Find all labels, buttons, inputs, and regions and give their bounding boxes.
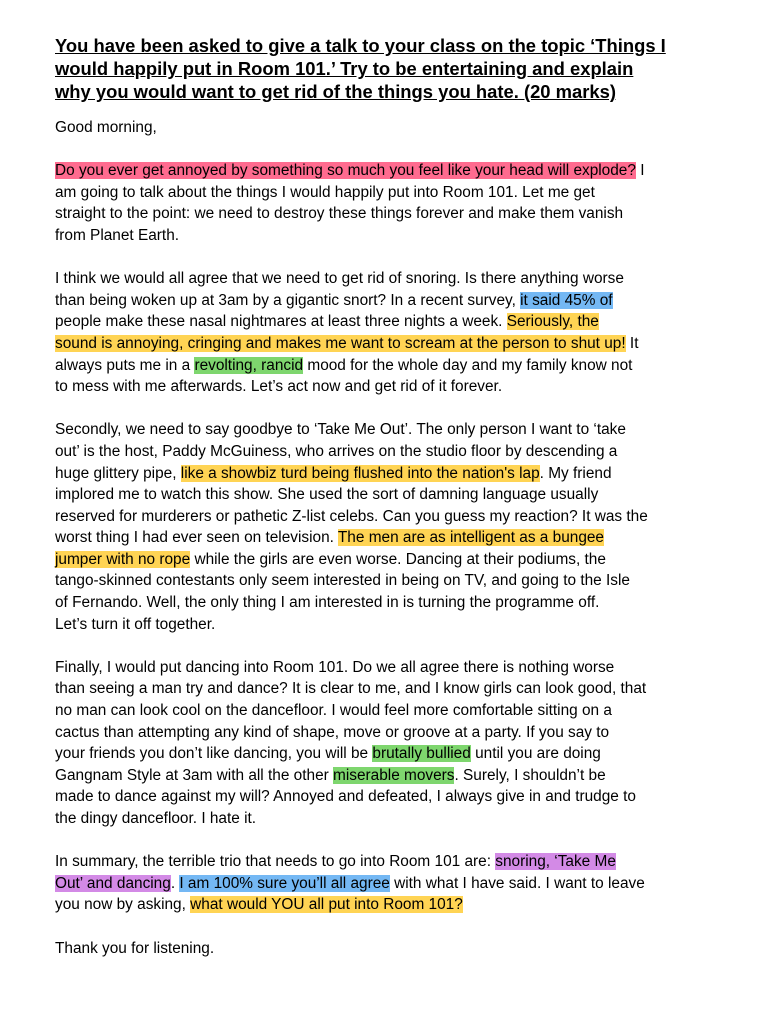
highlight-yellow: sound is annoying, cringing and makes me want to scream at the person to shut up! [55, 334, 626, 352]
text-run: until you are doing [470, 745, 601, 763]
text-run: mood for the whole day and my family know not [303, 356, 633, 374]
text-line [55, 355, 728, 377]
text-run: your friends you don’t like dancing, you will be [55, 745, 373, 763]
paragraph [55, 419, 728, 635]
text-run: while the girls are even worse. Dancing at their podiums, the [190, 550, 606, 568]
text-line [55, 117, 728, 139]
text-run: no man can look cool on the dancefloor. I would feel more comfortable sitting on a [55, 702, 612, 720]
highlight-yellow: jumper with no rope [55, 550, 191, 568]
text-run: tango-skinned contestants only seem interested in being on TV, and going to the Isle [55, 572, 630, 590]
title-line: why you would want to get rid of the things you hate. (20 marks) [55, 81, 616, 102]
text-run: . My friend [539, 464, 612, 482]
text-run: people make these nasal nightmares at least three nights a week. [55, 313, 507, 331]
text-run: Finally, I would put dancing into Room 101. Do we all agree there is nothing worse [55, 658, 615, 676]
text-line [55, 160, 728, 182]
text-run: to mess with me afterwards. Let’s act now and get rid of it forever. [55, 378, 503, 396]
paragraph [55, 657, 728, 830]
text-line [55, 203, 728, 225]
text-line [55, 873, 728, 895]
text-line [55, 657, 728, 679]
text-run: Good morning, [55, 119, 157, 136]
text-line [55, 311, 728, 333]
text-run: Secondly, we need to say goodbye to ‘Take Me Out’. The only person I want to ‘take [55, 421, 626, 439]
highlight-pink: Do you ever get annoyed by something so much you feel like your head will explode? [55, 162, 636, 180]
title-line: You have been asked to give a talk to your class on the topic ‘Things I [55, 35, 666, 56]
text-run: from Planet Earth. [55, 226, 180, 244]
text-line [55, 894, 728, 916]
paragraph [55, 117, 728, 139]
text-line [55, 722, 728, 744]
text-run: worst thing I had ever seen on television. [55, 529, 338, 547]
text-run: implored me to watch this show. She used the sort of damning language usually [55, 486, 599, 504]
text-line [55, 376, 728, 398]
text-line [55, 441, 728, 463]
text-line [55, 851, 728, 873]
highlight-yellow: Seriously, the [506, 313, 599, 331]
highlight-yellow: like a showbiz turd being flushed into the nation's lap [180, 464, 540, 482]
text-line [55, 614, 728, 636]
text-line [55, 225, 728, 247]
text-line [55, 463, 728, 485]
text-run: I think we would all agree that we need to get rid of snoring. Is there anything worse [55, 270, 624, 288]
highlight-purple: Out’ and dancing [55, 874, 171, 892]
speech-body [55, 117, 728, 959]
text-run: of Fernando. Well, the only thing I am interested in is turning the programme off. [55, 594, 600, 612]
highlight-green: brutally bullied [372, 745, 471, 763]
text-line [55, 419, 728, 441]
text-line [55, 333, 728, 355]
text-run: Let’s turn it off together. [55, 615, 216, 633]
paragraph [55, 938, 728, 960]
highlight-yellow: The men are as intelligent as a bungee [337, 529, 604, 547]
text-run: am going to talk about the things I would happily put into Room 101. Let me get [55, 183, 595, 201]
text-line [55, 484, 728, 506]
text-run: than being woken up at 3am by a gigantic snort? In a recent survey, [55, 291, 521, 309]
highlight-green: revolting, rancid [194, 356, 304, 374]
text-line [55, 743, 728, 765]
text-run: Gangnam Style at 3am with all the other [55, 766, 334, 784]
text-line [55, 678, 728, 700]
text-run: made to dance against my will? Annoyed and defeated, I always give in and trudge to [55, 788, 636, 806]
text-line [55, 570, 728, 592]
text-run: cactus than attempting any kind of shape, move or groove at a party. If you say to [55, 723, 610, 741]
text-run: huge glittery pipe, [55, 464, 181, 482]
highlight-purple: snoring, ‘Take Me [495, 853, 616, 871]
text-run: always puts me in a [55, 356, 195, 374]
text-run: with what I have said. I want to leave [389, 874, 645, 892]
text-run: you now by asking, [55, 896, 191, 914]
text-line [55, 268, 728, 290]
highlight-blue: it said 45% of [520, 291, 613, 309]
text-run: . Surely, I shouldn’t be [454, 766, 606, 784]
text-run: reserved for murderers or pathetic Z-list celebs. Can you guess my reaction? It was the [55, 507, 648, 525]
text-run: In summary, the terrible trio that needs to go into Room 101 are: [55, 853, 496, 871]
text-line [55, 549, 728, 571]
highlight-yellow: what would YOU all put into Room 101? [190, 896, 463, 914]
text-line [55, 182, 728, 204]
text-run: than seeing a man try and dance? It is clear to me, and I know girls can look good, that [55, 680, 647, 698]
text-line [55, 506, 728, 528]
text-line [55, 938, 728, 960]
text-run: out’ is the host, Paddy McGuiness, who arrives on the studio floor by descending a [55, 442, 618, 460]
paragraph [55, 851, 728, 916]
text-line [55, 786, 728, 808]
text-run: Thank you for listening. [55, 939, 215, 957]
text-line [55, 808, 728, 830]
text-run: the dingy dancefloor. I hate it. [55, 810, 257, 827]
highlight-blue: I am 100% sure you’ll all agree [179, 874, 390, 892]
text-run: I [635, 162, 645, 180]
highlight-green: miserable movers [333, 766, 455, 784]
text-line [55, 700, 728, 722]
text-run: It [625, 334, 639, 352]
text-run: straight to the point: we need to destroy these things forever and make them vanish [55, 205, 624, 223]
paragraph [55, 160, 728, 246]
text-line [55, 592, 728, 614]
title-line: would happily put in Room 101.’ Try to be entertaining and explain [55, 58, 634, 79]
question-title [55, 34, 728, 103]
text-line [55, 765, 728, 787]
paragraph [55, 268, 728, 398]
text-line [55, 290, 728, 312]
text-run: . [170, 874, 180, 892]
text-line [55, 527, 728, 549]
